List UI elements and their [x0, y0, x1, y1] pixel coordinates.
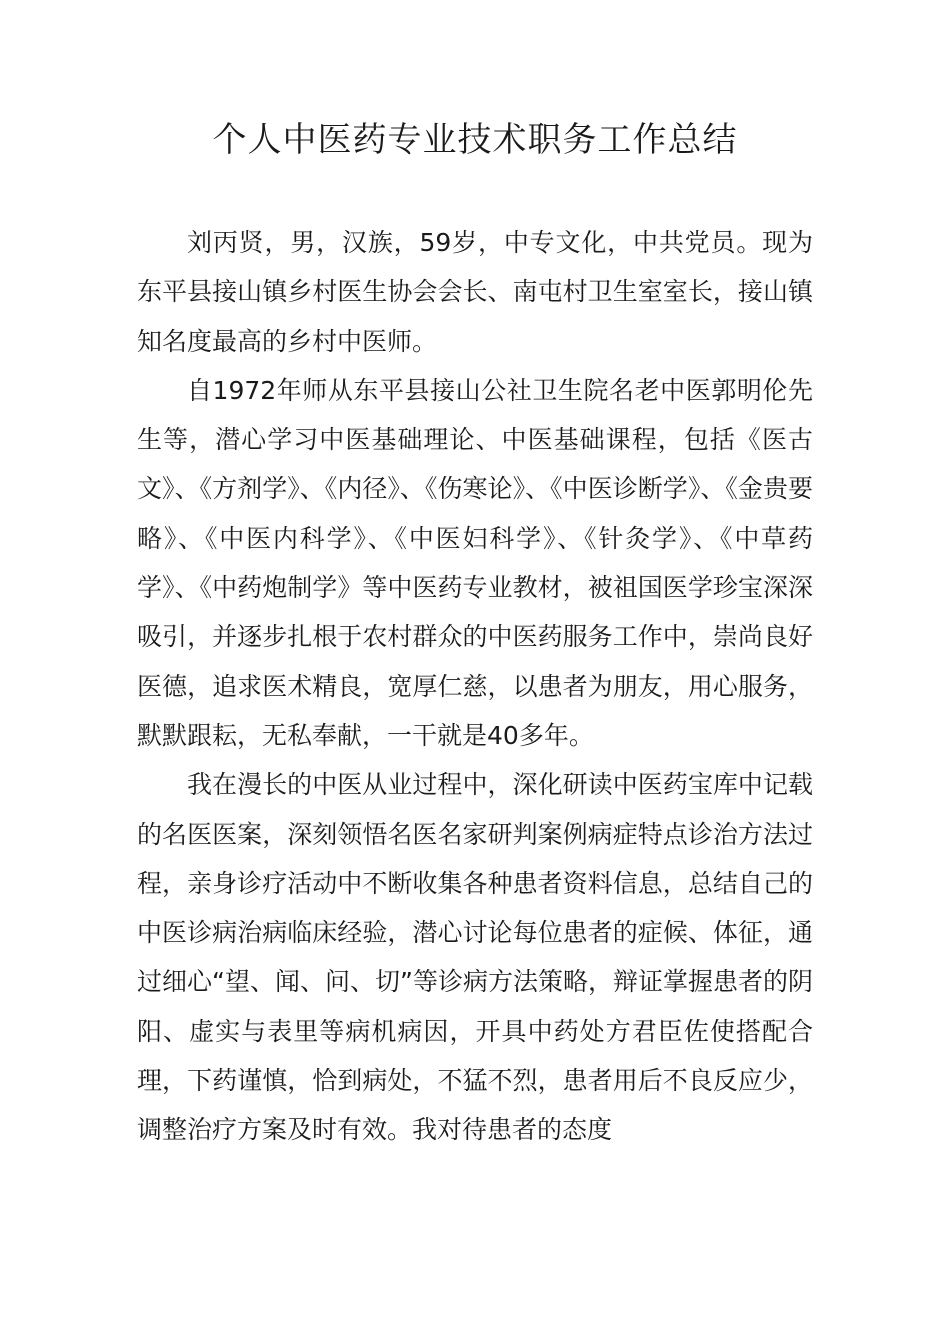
document-title: 个人中医药专业技术职务工作总结	[212, 120, 738, 160]
paragraph-practice-experience: 我在漫长的中医从业过程中，深化研读中医药宝库中记载的名医医案，深刻领悟名医名家研判案例病症特点诊治方法过程，亲身诊疗活动中不断收集各种患者资料信息，总结自己的中医诊病治病临床经验，潜心讨论每位患者的症候、体征，通过细心“望、闻、问、切”等诊病方法策略，辩证掌握患者的阴阳、虚实与表里等病机病因，开具中药处方君臣佐使搭配合理，下药谨慎，恰到病处，不猛不烈，患者用后不良反应少，调整治疗方案及时有效。我对待患者的态度	[137, 770, 813, 1145]
paragraph-study-history: 自1972年师从东平县接山公社卫生院名老中医郭明伦先生等，潜心学习中医基础理论、中医基础课程，包括《医古文》、《方剂学》、《内径》、《伤寒论》、《中医诊断学》、《金贵要略》、《中医内科学》、《中医妇科学》、《针灸学》、《中草药学》、《中药炮制学》等中医药专业教材，被祖国医学珍宝深深吸引，并逐步扎根于农村群众的中医药服务工作中，崇尚良好医德，追求医术精良，宽厚仁慈，以患者为朋友，用心服务，默默跟耘，无私奉献，一干就是40多年。	[137, 375, 813, 750]
document-body	[137, 218, 813, 1155]
paragraph-intro: 刘丙贤，男，汉族，59岁，中专文化，中共党员。现为东平县接山镇乡村医生协会会长、南屯村卫生室室长，接山镇知名度最高的乡村中医师。	[137, 228, 813, 356]
